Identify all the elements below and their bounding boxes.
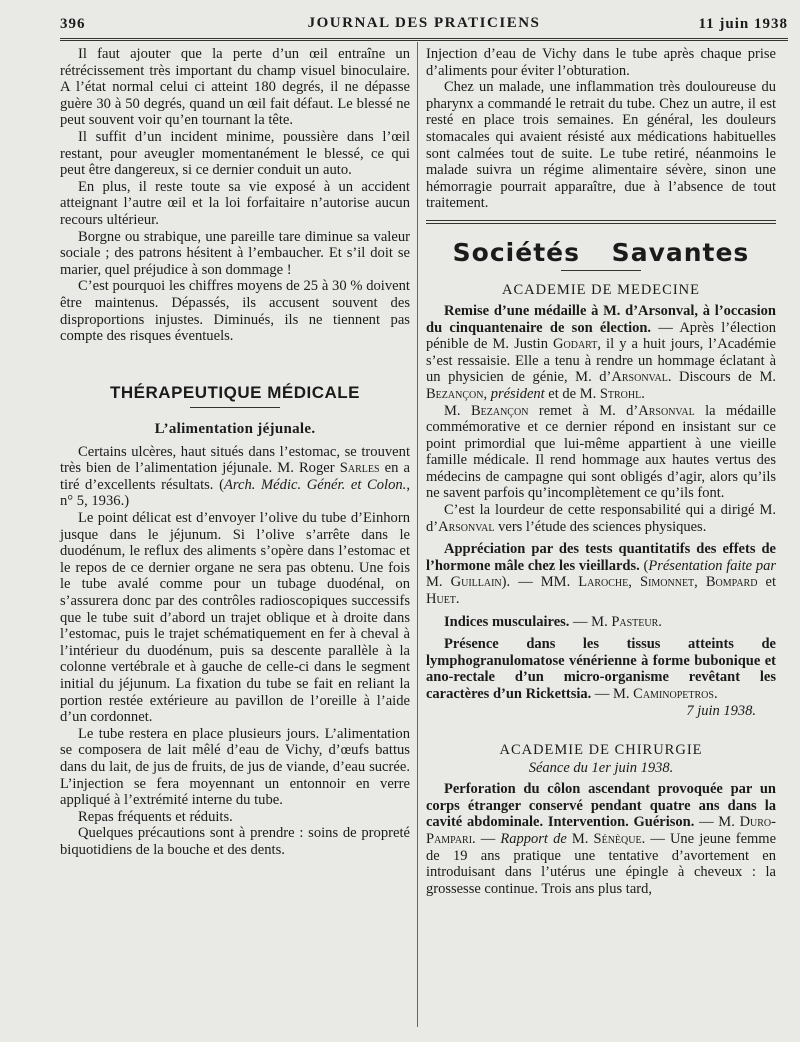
section-title: THÉRAPEUTIQUE MÉDICALE (110, 382, 360, 402)
paragraph: Certains ulcères, haut situés dans l’estomac, se trouvent très bien de l’alimentation jéjunale. M. Roger Sarles en a tiré d’excellents résultats. (Arch. Médic. Génér. et Colon., n° 5, 1936.) (60, 443, 410, 510)
left-column (60, 42, 410, 859)
header-rule (60, 38, 788, 41)
paragraph: Injection d’eau de Vichy dans le tube après chaque prise d’aliments pour éviter l’obturation. (426, 46, 776, 79)
column-divider (417, 42, 418, 1027)
paragraph: Borgne ou strabique, une pareille tare diminue sa valeur sociale ; des patrons hésitent à l’embaucher. Et s’il doit se marier, quel préjudice à son dommage ! (60, 228, 410, 278)
academy-heading: ACADEMIE DE CHIRURGIE (499, 742, 703, 759)
citation: Arch. Médic. Génér. et Colon. (223, 476, 407, 493)
paragraph: Indices musculaires. — M. Pasteur. (444, 613, 662, 630)
journal-title: JOURNAL DES PRATICIENS (307, 15, 541, 31)
item-title: Appréciation par des tests quantitatifs des effets de l’hormone mâle chez les vieillards. (426, 541, 776, 574)
item-title: Perforation du côlon ascendant provoquée par un corps étranger conservé pendant quatre ans dans la cavité abdominale. Intervention. Guérison. (426, 781, 776, 831)
paragraph: Perforation du côlon ascendant provoquée par un corps étranger conservé pendant quatre ans dans la cavité abdominale. Intervention. Guérison. — M. Duro-Pampari. — Rapport de M. Sénèque. — Une jeune femme de 19 ans pratique une tentative d’avortement en introduisant dans l’utérus une épingle à cheveux : la grossesse continue. Trois ans plus tard, (426, 781, 777, 897)
page-number: 396 (60, 16, 86, 32)
paragraph: Il faut ajouter que la perte d’un œil entraîne un rétrécissement très important du champ visuel binoculaire. A l’état normal celui ci atteint 180 degrés, il ne dépasse guère 30 à 50 degrés, quand un œil fait défaut. Le blessé ne peut souvent voir qu’en tournant la tête. (60, 46, 410, 129)
paragraph: M. Bezançon remet à M. d’Arsonval la médaille commémorative et ce dernier répond en insistant sur ce point primordial que lui-même appartient à une vieille famille médicale. Il rend hommage aux hautes vertus des médecins de campagne qui sont obligés d’agir, alors qu’ils ne savent parfois qu’incomplètement ce qu’ils font. (426, 402, 776, 502)
paragraph: Le point délicat est d’envoyer l’olive du tube d’Einhorn jusque dans le jéjunum. Si l’olive s’arrête dans le duodénum, le reflux des aliments s’opère dans l’estomac et le repos de ce dernier organe ne sera pas obtenu. Une fois le tube avalé comme pour un tubage duodénal, on s’assurera donc par des contrôles radioscopiques successifs que le tube suit d’abord un trajet oblique et à droite dans l’estomac, puis le trajet schématiquement en fer à cheval à l’intérieur du duodénum, puis sa descente parallèle à la colonne vertébrale et à gauche de celle-ci dans le segment initial du jéjunum. La fixation du tube se fait en reliant la portion restée extérieure au pavillon de l’oreille à l’aide d’un cordonnet. (60, 510, 410, 726)
subsection-title: L’alimentation jéjunale. (154, 420, 316, 437)
paragraph: En plus, il reste toute sa vie exposé à un accident atteignant l’autre œil et la loi forfaitaire n’autorise aucun recours ultérieur. (60, 178, 410, 228)
paragraph: C’est la lourdeur de cette responsabilité qui a dirigé M. d’Arsonval vers l’étude des sciences physiques. (426, 502, 776, 535)
paragraph: Quelques précautions sont à prendre : soins de propreté biquotidiens de la bouche et des dents. (60, 825, 410, 858)
paragraph: Repas fréquents et réduits. (78, 808, 233, 825)
issue-date: 11 juin 1938 (698, 16, 788, 32)
page-header (60, 14, 788, 36)
item-title: Indices musculaires. (444, 613, 570, 630)
academy-heading: ACADEMIE DE MEDECINE (501, 281, 700, 298)
item-title: Remise d’une médaille à M. d’Arsonval, à l’occasion du cinquantenaire de son élection. (426, 302, 776, 336)
right-column (426, 42, 776, 897)
paragraph: Le tube restera en place plusieurs jours. L’alimentation se composera de lait mêlé d’eau de Vichy, d’œufs battus dans du lait, de jus de fruits, de jus de viande, d’eau sucrée. L’injection se fera moyennant un entonnoir en verre appliqué à l’extrémité interne du tube. (60, 725, 410, 809)
paragraph: Chez un malade, une inflammation très douloureuse du pharynx a commandé le retrait du tube. Chez un autre, il est resté en place trois semaines. En général, les douleurs stomacales qui avaient résisté aux médications habituelles sont calmées tout de suite. Le tube retiré, néanmoins le malade suivra un régime alimentaire sévère, sinon une hémorragie pourrait apparaître, due à l’absence de tout traitement. (426, 79, 776, 212)
paragraph: Remise d’une médaille à M. d’Arsonval, à l’occasion du cinquantenaire de son élection. — Après l’élection pénible de M. Justin Godart, il y a huit jours, l’Académie s’est ressaisie. Elle a tenu à rendre un hommage éclatant à un physicien de génie, M. d’Arsonval. Discours de M. Bezançon, président et de M. Strohl. (426, 302, 776, 402)
paragraph: Il suffit d’un incident minime, poussière dans l’œil restant, pour aveugler momentanément le blessé, ce qui peut être dangereux, si ce dernier conduit un auto. (60, 128, 410, 179)
item-title: Présence dans les tissus atteints de lymphogranulomatose vénérienne à forme bubonique et ano-rectale d’un micro-organisme revêtant les caractères d’un Rickettsia. (426, 636, 776, 702)
paragraph: C’est pourquoi les chiffres moyens de 25 à 30 % doivent être maintenus. Dépassés, ils accusent souvent des disproportions injustes. Diminués, ils ne tiennent pas compte des risques éventuels. (60, 278, 410, 345)
session-date: Séance du 1er juin 1938. (528, 760, 674, 777)
author-name: Sarles (339, 460, 380, 477)
section-title: Sociétés Savantes (452, 237, 750, 267)
item-date: 7 juin 1938. (686, 702, 756, 719)
paragraph: Présence dans les tissus atteints de lymphogranulomatose vénérienne à forme bubonique et ano-rectale d’un micro-organisme revêtant les caractères d’un Rickettsia. — M. Caminopetros. (426, 636, 776, 702)
paragraph: Appréciation par des tests quantitatifs des effets de l’hormone mâle chez les vieillards. (Présentation faite par M. Guillain). — MM. Laroche, Simonnet, Bompard et Huet. (426, 541, 776, 608)
